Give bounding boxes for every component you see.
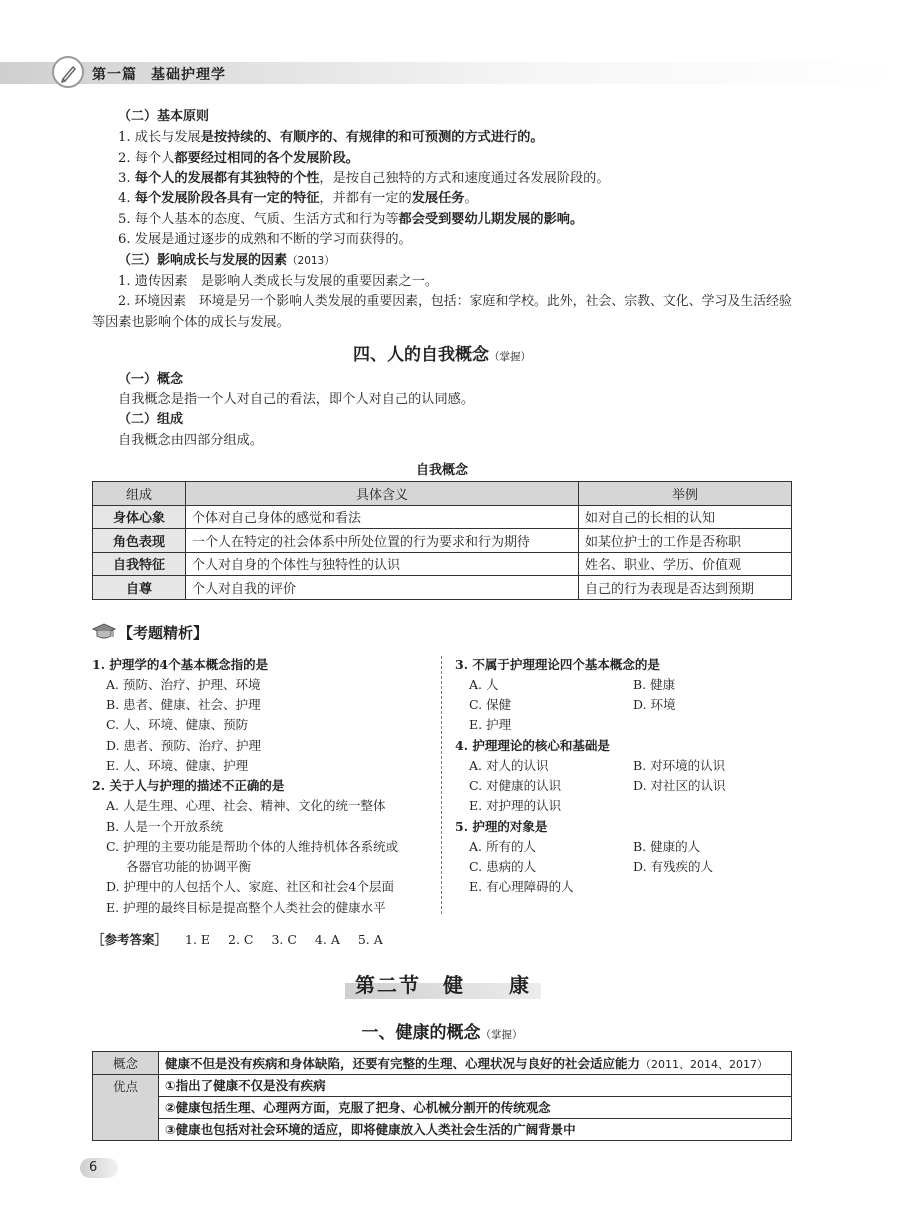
table-row [93,552,792,576]
pen-icon [52,56,84,88]
merit-item: ②健康包括生理、心理两方面，克服了把身、心机械分割开的传统观念 [159,1097,791,1119]
table-row [93,576,792,600]
column-divider [441,656,442,914]
table-cell: 姓名、职业、学历、价值观 [579,552,792,576]
option: C. 人、环境、健康、预防 [106,717,249,732]
self-concept-table [92,481,792,600]
option: B. 对环境的认识 [633,758,726,773]
table-cell: 自己的行为表现是否达到预期 [579,576,792,600]
health-concept-level: （掌握） [480,1029,523,1041]
header-part: 第一篇 [92,67,137,83]
self-concept-level: （掌握） [489,351,531,363]
header-title [92,64,240,84]
table-row [93,529,792,553]
option: E. 护理的最终目标是提高整个人类社会的健康水平 [106,900,386,915]
option: B. 健康的人 [633,839,701,854]
option: D. 环境 [633,697,676,712]
principle-2: 2. 每个人都要经过相同的各个发展阶段。 [118,151,359,166]
table-cell: 自我特征 [93,552,186,576]
concept-years: （2011、2014、2017） [640,1058,768,1071]
answer-value: 1. E [185,932,211,947]
principle-4: 4. 每个发展阶段各具有一定的特征，并都有一定的发展任务。 [118,191,478,206]
table-cell-value [159,1075,792,1141]
table-cell: 一个人在特定的社会体系中所处位置的行为要求和行为期待 [186,529,579,553]
concept-text: 自我概念是指一个人对自己的看法，即个人对自己的认同感。 [118,392,475,407]
section-heading [345,969,541,1001]
header-book-title: 基础护理学 [151,67,226,83]
answer-value: 5. A [357,932,383,947]
composition-text: 自我概念由四部分组成。 [118,433,264,448]
reference-answers [92,930,383,948]
option: D. 护理中的人包括个人、家庭、社区和社会4个层面 [106,879,394,894]
option: E. 人、环境、健康、护理 [106,758,249,773]
principle-6: 6. 发展是通过逐步的成熟和不断的学习而获得的。 [118,232,412,247]
question-5: 5. 护理的对象是 [455,819,548,834]
factor-2-line1: 2. 环境因素 环境是另一个影响人类发展的重要因素，包括：家庭和学校。此外，社会、宗教、文化、学习及生活经验 [118,294,792,309]
option-continuation: 各器官功能的协调平衡 [126,859,252,874]
table-header: 举例 [579,482,792,506]
option: C. 患病的人 [469,859,537,874]
table-cell: 身体心象 [93,505,186,529]
table-cell: 个体对自己身体的感觉和看法 [186,505,579,529]
self-concept-title: 四、人的自我概念（掌握） [353,345,531,365]
factors-heading: （三）影响成长与发展的因素（2013） [118,253,335,268]
option: A. 人 [469,677,499,692]
table-cell-key: 概念 [93,1052,159,1075]
merit-item: ①指出了健康不仅是没有疾病 [159,1075,791,1097]
concept-heading: （一）概念 [118,372,184,387]
page-header [0,54,900,90]
answer-value: 3. C [271,932,297,947]
option: A. 预防、治疗、护理、环境 [106,677,261,692]
factor-2-line2: 等因素也影响个体的成长与发展。 [92,315,290,330]
table-row [93,505,792,529]
graduation-cap-icon [92,622,116,646]
option: A. 人是生理、心理、社会、精神、文化的统一整体 [106,798,386,813]
question-1: 1. 护理学的4个基本概念指的是 [92,657,269,672]
health-concept-title: 一、健康的概念（掌握） [361,1023,523,1043]
option: C. 保健 [469,697,512,712]
option: D. 对社区的认识 [633,778,726,793]
table-cell: 如对自己的长相的认知 [579,505,792,529]
table-header: 具体含义 [186,482,579,506]
question-3: 3. 不属于护理理论四个基本概念的是 [455,657,660,672]
table-cell: 个人对自我的评价 [186,576,579,600]
option: D. 患者、预防、治疗、护理 [106,738,262,753]
self-concept-table-title: 自我概念 [415,463,468,478]
factor-1: 1. 遗传因素 是影响人类成长与发展的重要因素之一。 [118,274,439,289]
option: C. 护理的主要功能是帮助个体的人维持机体各系统或 [106,839,399,854]
exam-title: 【考题精析】 [118,624,209,642]
question-2: 2. 关于人与护理的描述不正确的是 [92,778,285,793]
option: E. 对护理的认识 [469,798,562,813]
table-cell: 自尊 [93,576,186,600]
section-title: 第二节 健 康 [355,973,531,997]
principles-heading: （二）基本原则 [118,109,210,124]
principle-5: 5. 每个人基本的态度、气质、生活方式和行为等都会受到婴幼儿期发展的影响。 [118,212,584,227]
principle-3: 3. 每个人的发展都有其独特的个性，是按自己独特的方式和速度通过各发展阶段的。 [118,171,610,186]
table-cell-key: 优点 [93,1075,159,1141]
table-cell: 角色表现 [93,529,186,553]
merit-item: ③健康也包括对社会环境的适应，即将健康放入人类社会生活的广阔背景中 [165,1122,576,1137]
option: B. 健康 [633,677,676,692]
question-4: 4. 护理理论的核心和基础是 [455,738,610,753]
table-header: 组成 [93,482,186,506]
table-header-row [93,482,792,506]
composition-heading: （二）组成 [118,412,184,427]
answer-label: ［参考答案］ [92,932,168,947]
page-number: 6 [80,1158,118,1178]
option: B. 人是一个开放系统 [106,819,224,834]
table-row [93,1075,792,1141]
answer-value: 2. C [228,932,254,947]
table-cell-value: 健康不但是没有疾病和身体缺陷，还要有完整的生理、心理状况与良好的社会适应能力（2011、2014、2017） [159,1052,792,1075]
factors-year: （2013） [287,255,335,267]
table-cell: 如某位护士的工作是否称职 [579,529,792,553]
option: D. 有残疾的人 [633,859,714,874]
health-table [92,1051,792,1141]
table-cell: 个人对自身的个体性与独特性的认识 [186,552,579,576]
option: B. 患者、健康、社会、护理 [106,697,261,712]
option: E. 有心理障碍的人 [469,879,574,894]
principle-1: 1. 成长与发展是按持续的、有顺序的、有规律的和可预测的方式进行的。 [118,130,544,145]
option: A. 对人的认识 [469,758,549,773]
option: C. 对健康的认识 [469,778,562,793]
option: E. 护理 [469,717,512,732]
table-row [93,1052,792,1075]
answer-value: 4. A [314,932,340,947]
option: A. 所有的人 [469,839,536,854]
